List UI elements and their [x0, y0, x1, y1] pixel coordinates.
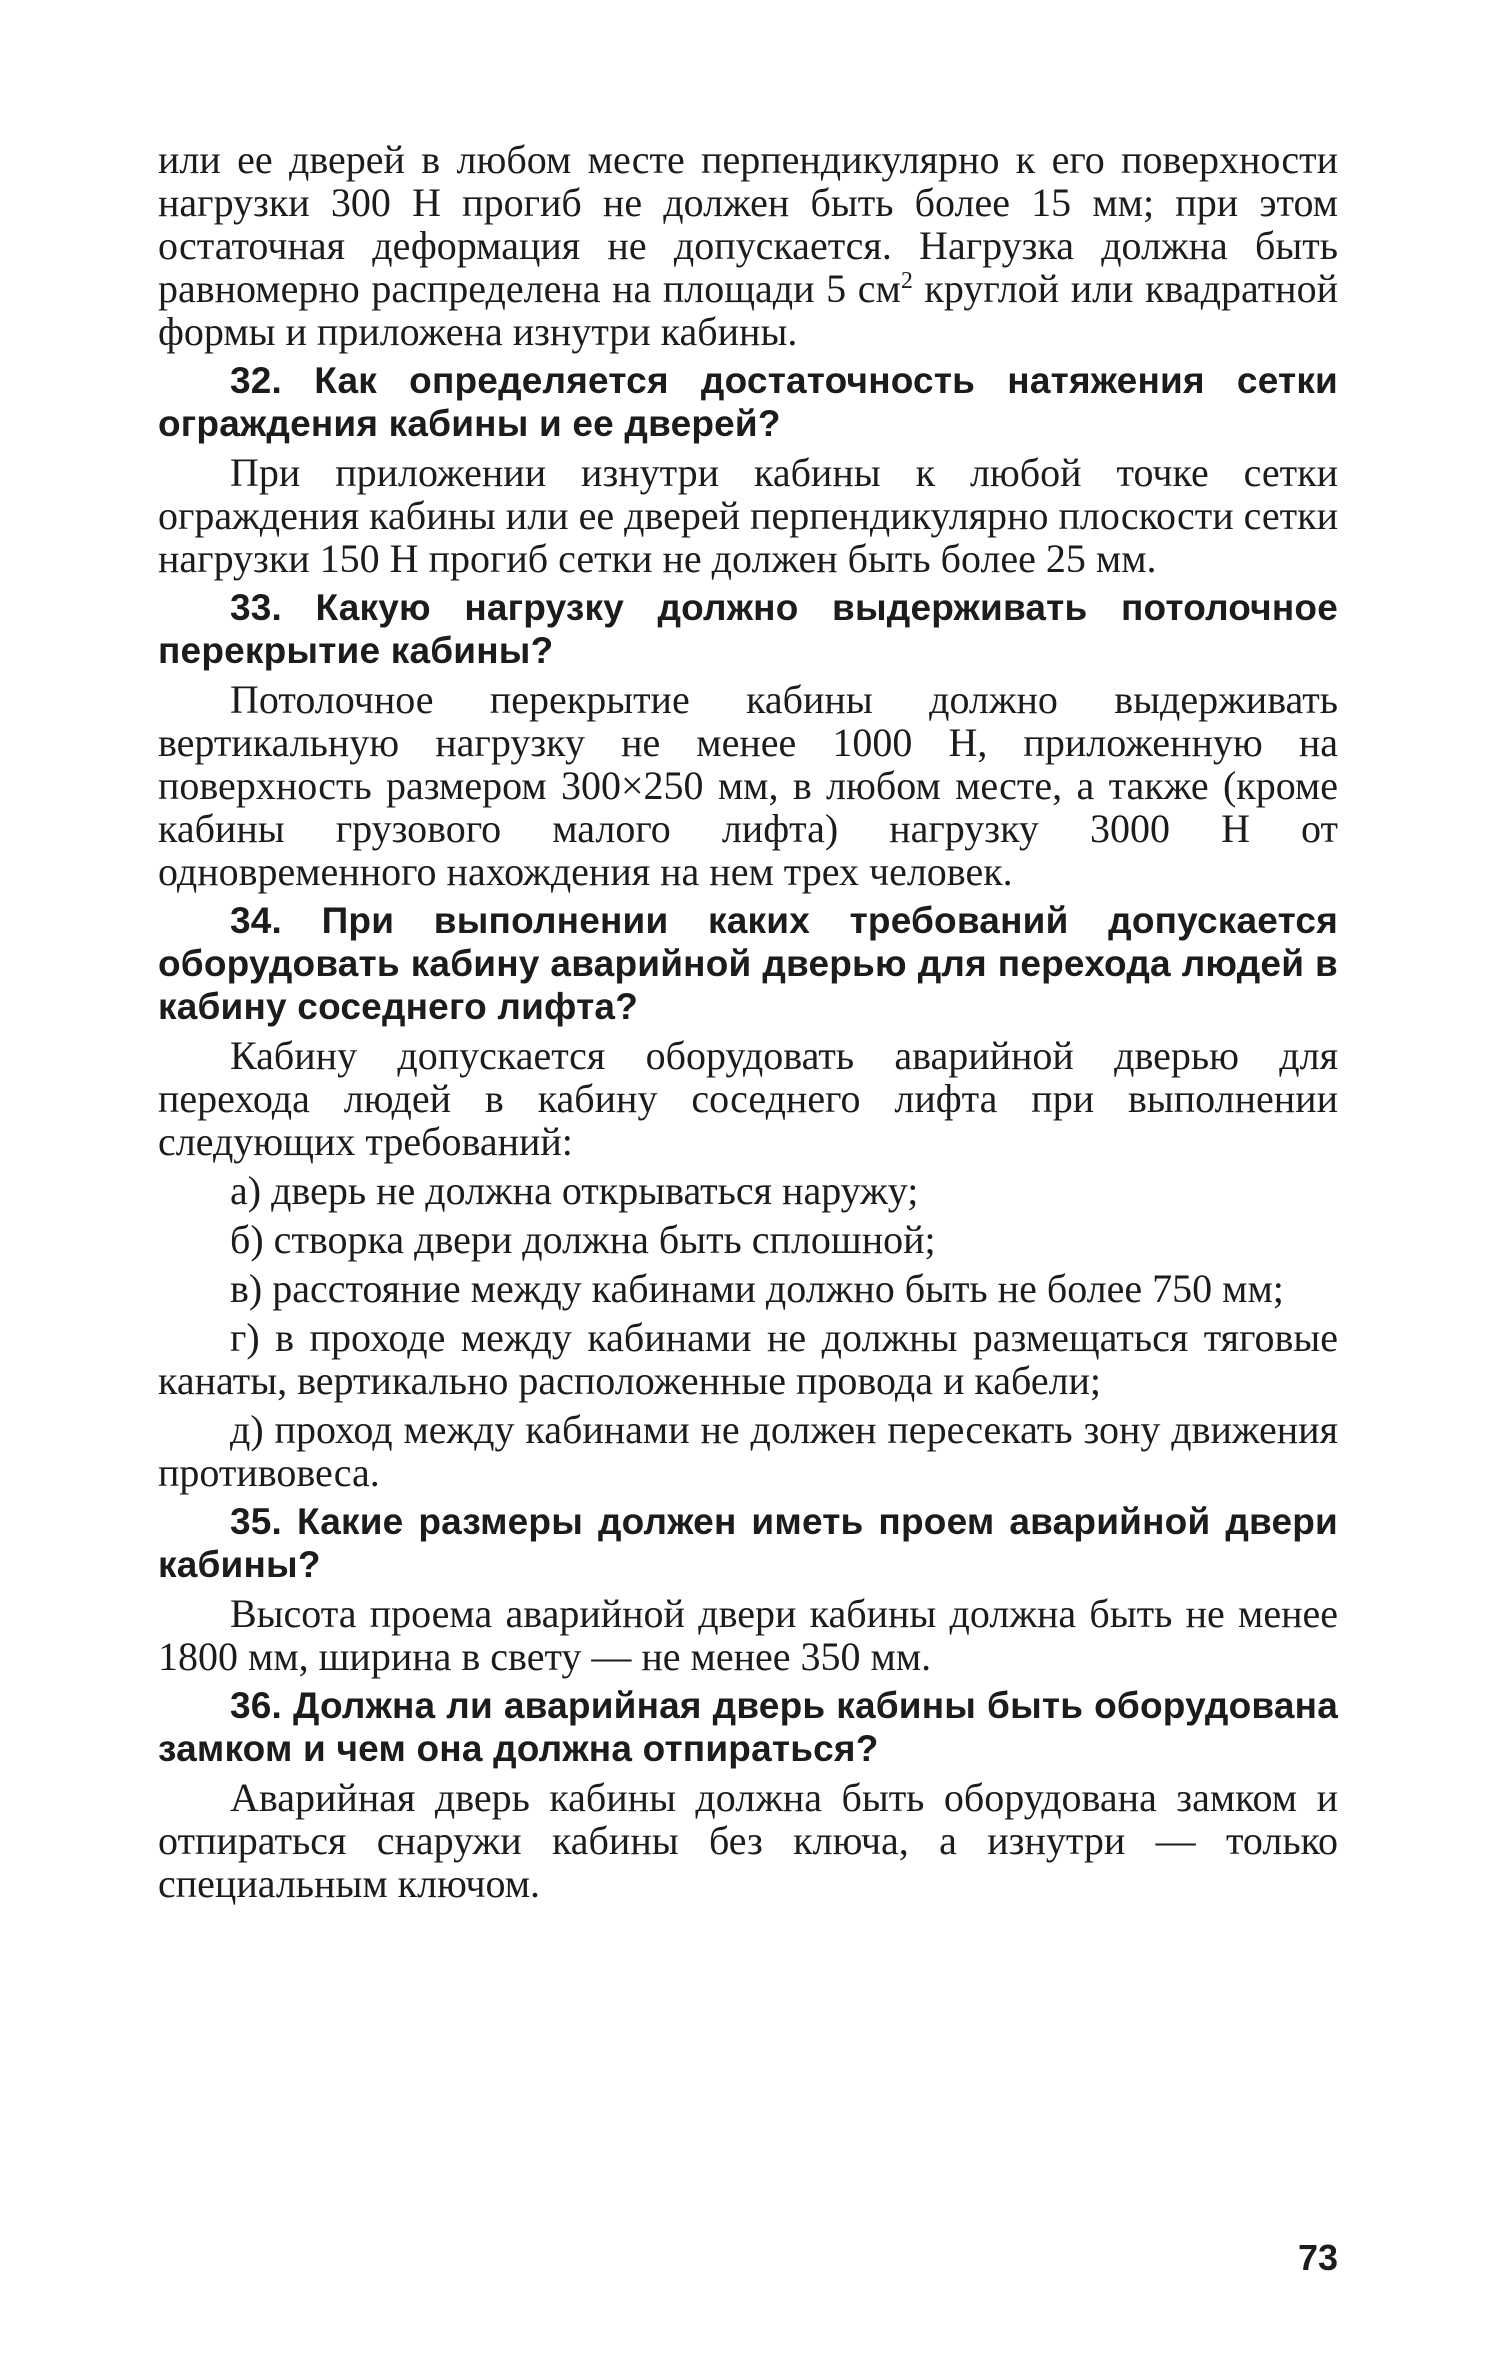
question-36-heading: 36. Должна ли аварийная дверь кабины быть оборудована замком и чем она должна отпираться? — [158, 1685, 1338, 1769]
requirement-item-d: г) в проходе между кабинами не должны размещаться тяговые канаты, вертикально расположенные провода и кабели; — [158, 1315, 1338, 1403]
question-32-heading: 32. Как определяется достаточность натяжения сетки ограждения кабины и ее дверей? — [158, 360, 1338, 444]
question-34-heading: 34. При выполнении каких требований допускается оборудовать кабину аварийной дверью для перехода людей в кабину соседнего лифта? — [158, 900, 1338, 1027]
question-34-answer: Кабину допускается оборудовать аварийной дверью для перехода людей в кабину соседнего лифта при выполнении следующих требований: — [158, 1033, 1338, 1164]
question-36-answer: Аварийная дверь кабины должна быть оборудована замком и отпираться снаружи кабины без ключа, а изнутри — только специальным ключом. — [158, 1775, 1338, 1906]
requirement-item-c: в) расстояние между кабинами должно быть не более 750 мм; — [230, 1266, 1284, 1311]
superscript-two: 2 — [900, 268, 913, 294]
question-33-answer: Потолочное перекрытие кабины должно выдерживать вертикальную нагрузку не менее 1000 Н, приложенную на поверхность размером 300×250 мм, в любом месте, а также (кроме кабины грузового малого лифта) нагрузку 3000 Н от одновременного нахождения на нем трех человек. — [158, 677, 1338, 894]
page-number: 73 — [1297, 2237, 1338, 2278]
requirement-item-e: д) проход между кабинами не должен пересекать зону движения противовеса. — [158, 1407, 1338, 1495]
question-35-heading: 35. Какие размеры должен иметь проем аварийной двери кабины? — [158, 1501, 1338, 1585]
requirement-item-a: а) дверь не должна открываться наружу; — [230, 1168, 919, 1213]
requirement-item-b: б) створка двери должна быть сплошной; — [230, 1217, 936, 1262]
continuation-paragraph — [158, 138, 1338, 353]
question-33-heading: 33. Какую нагрузку должно выдерживать потолочное перекрытие кабины? — [158, 587, 1338, 671]
book-page — [158, 138, 1338, 2278]
question-35-answer: Высота проема аварийной двери кабины должна быть не менее 1800 мм, ширина в свету — не менее 350 мм. — [158, 1591, 1338, 1679]
continuation-text: или ее дверей в любом месте перпендикулярно к его поверхности нагрузки 300 Н прогиб не должен быть более 15 мм; при этом остаточная деформация не допускается. Нагрузка должна быть равномерно распределена на площади 5 см — [158, 137, 1338, 311]
continuation-tail: круглой или квадратной формы и приложена изнутри кабины. — [158, 266, 1338, 354]
question-32-answer: При приложении изнутри кабины к любой точке сетки ограждения кабины или ее дверей перпендикулярно плоскости сетки нагрузки 150 Н прогиб сетки не должен быть более 25 мм. — [158, 450, 1338, 581]
